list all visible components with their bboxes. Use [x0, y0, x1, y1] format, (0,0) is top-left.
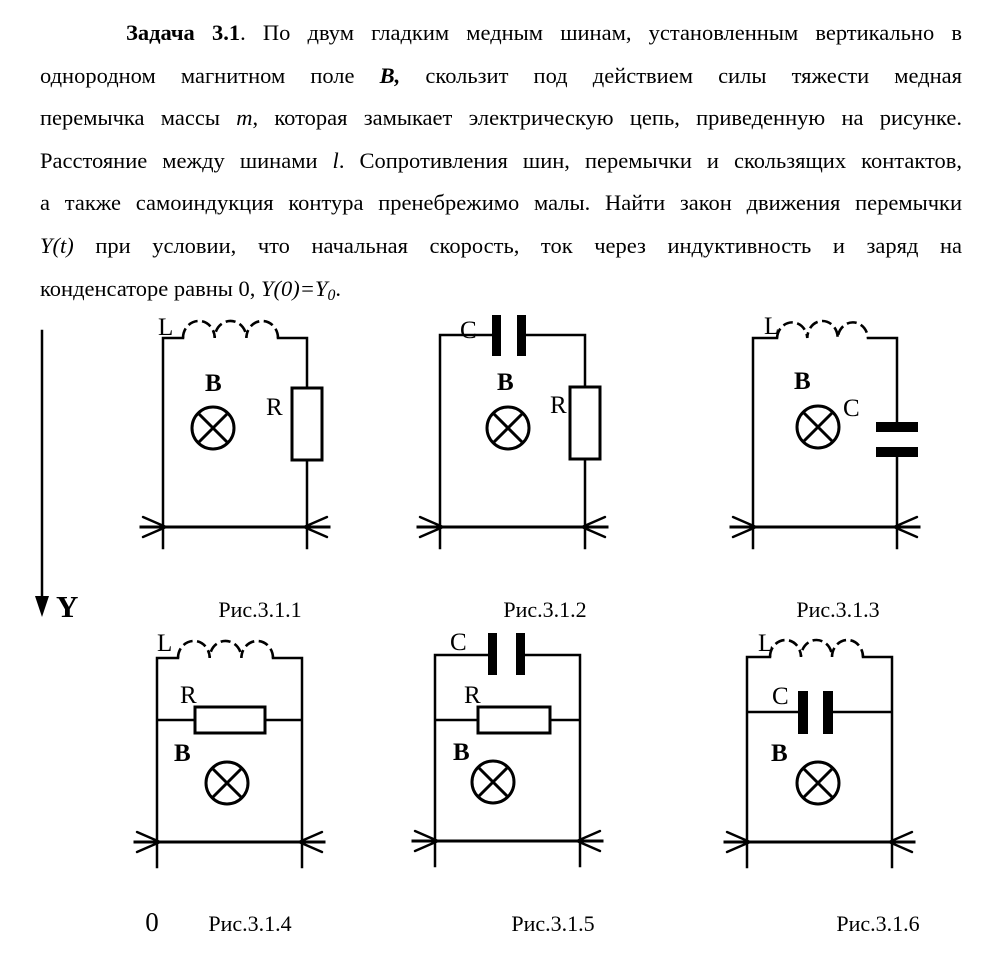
inductor-symbol [777, 321, 868, 338]
length-symbol: l [332, 147, 339, 173]
field-into-page-icon [472, 761, 514, 803]
field-label: B [205, 370, 222, 397]
mass-symbol: m [236, 105, 253, 131]
sliding-bar [731, 517, 919, 537]
circuit-fig-3-1-5 [413, 629, 602, 936]
capacitor-symbol [798, 691, 833, 734]
inductor-label: L [157, 630, 173, 657]
text-line: а также самоиндукция контура пренебрежимо малы. Найти закон движения перемычки [40, 190, 962, 216]
resistor-label: R [550, 392, 567, 419]
y-axis-arrow [35, 331, 78, 624]
capacitor-symbol [488, 633, 525, 675]
text-line: перемычка массы m, которая замыкает электрическую цепь, приведенную на рисунке. [40, 105, 962, 131]
inductor-symbol [770, 640, 863, 657]
field-label: B [453, 739, 470, 766]
figure-caption: Рис.3.1.2 [503, 597, 587, 622]
resistor-symbol [292, 388, 322, 460]
circuit-fig-3-1-6 [725, 630, 920, 936]
field-label: B [497, 369, 514, 396]
inductor-symbol [183, 321, 278, 338]
circuit-fig-3-1-3 [731, 313, 919, 622]
resistor-symbol [195, 707, 265, 733]
y-axis-label: Y [56, 589, 79, 624]
capacitor-symbol [876, 422, 918, 457]
figure-caption: Рис.3.1.4 [208, 911, 292, 936]
figure-caption: Рис.3.1.6 [836, 911, 920, 936]
capacitor-label: C [460, 317, 477, 344]
field-into-page-icon [797, 762, 839, 804]
field-label: B [174, 740, 191, 767]
field-into-page-icon [797, 406, 839, 448]
figure-caption: Рис.3.1.1 [218, 597, 302, 622]
sliding-bar [135, 832, 324, 852]
text-line: Y(t) при условии, что начальная скорость, ток через индуктивность и заряд на [40, 232, 962, 258]
vector-B-symbol: В, [379, 62, 401, 88]
inductor-label: L [764, 313, 780, 340]
problem-number: Задача 3.1 [126, 20, 241, 45]
sliding-bar [725, 832, 914, 852]
text-line: Задача 3.1. По двум гладким медным шинам, установленным вертикально в [126, 20, 962, 45]
inductor-label: L [758, 630, 774, 657]
text-line: конденсаторе равны 0, $Y(0)=Y_0$. [40, 275, 341, 304]
inductor-symbol [178, 641, 273, 658]
origin-label: 0 [145, 907, 159, 937]
circuit-fig-3-1-4 [135, 630, 324, 936]
capacitor-label: C [772, 683, 789, 710]
circuit-fig-3-1-2 [418, 315, 607, 622]
sliding-bar [141, 517, 329, 537]
text-line: однородном магнитном поле В, скользит под действием силы тяжести медная [40, 62, 962, 88]
text-line: Расстояние между шинами l. Сопротивления шин, перемычки и скользящих контактов, [40, 147, 962, 173]
sliding-bar [413, 831, 602, 851]
field-label: B [794, 368, 811, 395]
resistor-label: R [266, 394, 283, 421]
Yt-symbol: Y(t) [40, 232, 74, 258]
resistor-label: R [464, 682, 481, 709]
field-into-page-icon [206, 762, 248, 804]
initial-condition-symbol: Y(0)=Y [261, 275, 328, 301]
field-into-page-icon [192, 407, 234, 449]
resistor-label: R [180, 682, 197, 709]
figure-caption: Рис.3.1.3 [796, 597, 880, 622]
inductor-label: L [158, 314, 174, 341]
resistor-symbol [570, 387, 600, 459]
resistor-symbol [478, 707, 550, 733]
field-into-page-icon [487, 407, 529, 449]
field-label: B [771, 740, 788, 767]
sliding-bar [418, 517, 607, 537]
capacitor-label: C [450, 629, 467, 656]
circuit-fig-3-1-1 [141, 314, 329, 622]
figure-caption: Рис.3.1.5 [511, 911, 595, 936]
capacitor-label: C [843, 395, 860, 422]
capacitor-symbol [492, 315, 526, 356]
